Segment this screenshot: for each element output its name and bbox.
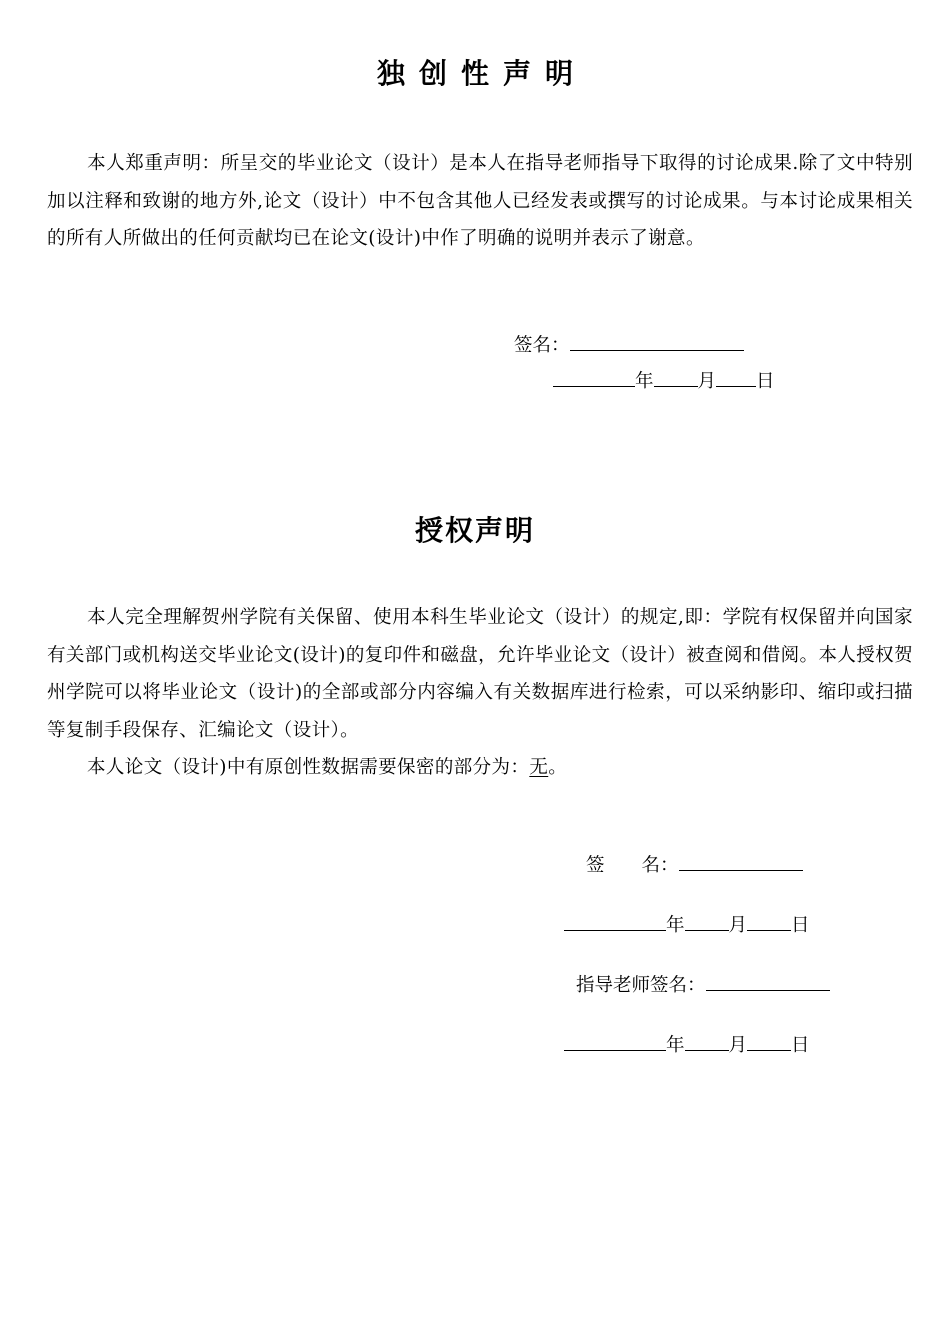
month-line[interactable] (685, 912, 729, 931)
advisor-date-row (564, 1032, 810, 1059)
day-label: 日 (791, 1035, 810, 1056)
confidential-suffix: 。 (548, 757, 568, 778)
authorization-title: 授权声明 (414, 514, 535, 547)
confidential-statement (47, 749, 913, 787)
year-label: 年 (666, 1035, 685, 1056)
day-line[interactable] (747, 912, 791, 931)
year-label: 年 (666, 915, 685, 936)
confidential-value: 无 (529, 757, 549, 778)
day-label: 日 (791, 915, 810, 936)
signature-line[interactable] (679, 852, 803, 871)
year-label: 年 (635, 371, 654, 392)
day-line[interactable] (716, 368, 756, 387)
originality-date-row (553, 368, 775, 395)
day-line[interactable] (747, 1032, 791, 1051)
year-line[interactable] (564, 1032, 666, 1051)
month-label: 月 (728, 915, 748, 936)
year-line[interactable] (564, 912, 666, 931)
authorization-paragraph (47, 599, 913, 749)
month-label: 月 (697, 371, 717, 392)
month-line[interactable] (654, 368, 698, 387)
year-line[interactable] (553, 368, 635, 387)
signature-label: 签 名： (586, 855, 679, 876)
advisor-signature-label: 指导老师签名： (576, 975, 706, 996)
originality-text: 本人郑重声明：所呈交的毕业论文（设计）是本人在指导老师指导下取得的讨论成果.除了文中特别加以注释和致谢的地方外,论文（设计）中不包含其他人已经发表或撰写的讨论成果。与本讨论成果相关的所有人所做出的任何贡献均已在论文(设计)中作了明确的说明并表示了谢意。 (47, 153, 913, 249)
originality-title: 独创性声明 (376, 57, 587, 90)
authorization-text: 本人完全理解贺州学院有关保留、使用本科生毕业论文（设计）的规定,即：学院有权保留并向国家有关部门或机构送交毕业论文(设计)的复印件和磁盘，允许毕业论文（设计）被查阅和借阅。本人授权贺州学院可以将毕业论文（设计)的全部或部分内容编入有关数据库进行检索，可以采纳影印、缩印或扫描等复制手段保存、汇编论文（设计）。 (47, 607, 913, 741)
advisor-signature-row (576, 972, 830, 999)
authorization-signature-row (586, 852, 803, 879)
month-line[interactable] (685, 1032, 729, 1051)
originality-signature-row (514, 332, 744, 359)
originality-paragraph (47, 145, 913, 258)
signature-line[interactable] (570, 332, 744, 351)
signature-label: 签名： (514, 335, 570, 356)
authorization-date-row (564, 912, 810, 939)
confidential-prefix: 本人论文（设计)中有原创性数据需要保密的部分为： (87, 757, 530, 778)
day-label: 日 (756, 371, 775, 392)
advisor-signature-line[interactable] (706, 972, 830, 991)
month-label: 月 (728, 1035, 748, 1056)
